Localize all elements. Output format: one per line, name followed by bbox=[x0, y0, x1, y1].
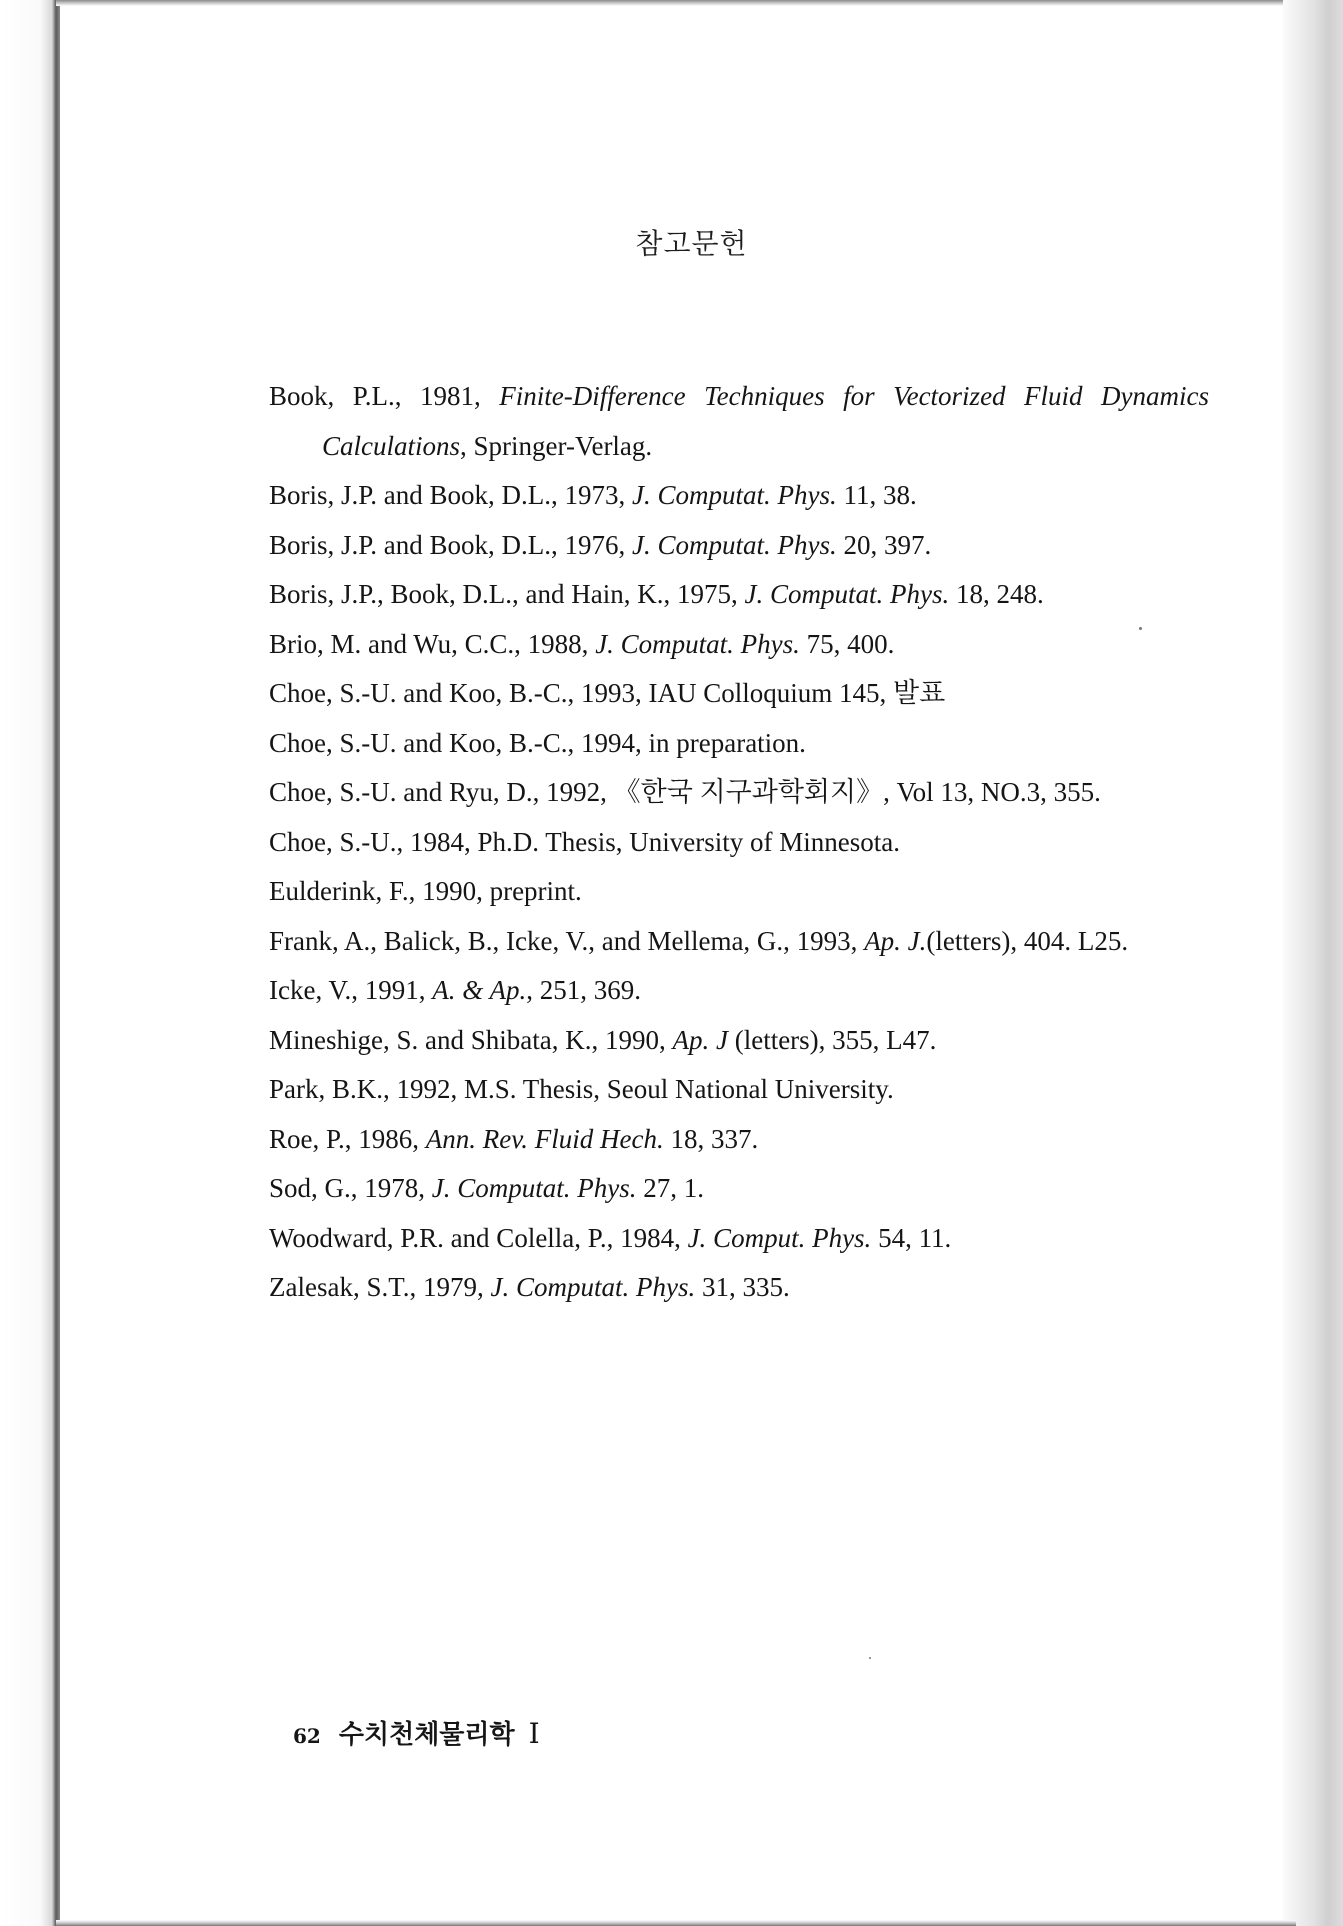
reference-item: Choe, S.-U., 1984, Ph.D. Thesis, University of Minnesota. bbox=[269, 826, 900, 857]
page-title: 참고문헌 bbox=[635, 227, 748, 260]
page-edge-bottom bbox=[56, 1920, 1296, 1926]
reference-item: Woodward, P.R. and Colella, P., 1984, J. Comput. Phys. 54, 11. bbox=[269, 1222, 952, 1253]
reference-item: Icke, V., 1991, A. & Ap., 251, 369. bbox=[269, 975, 641, 1005]
volume-number: I bbox=[528, 1717, 540, 1750]
reference-item: Boris, J.P. and Book, D.L., 1973, J. Computat. Phys. 11, 38. bbox=[269, 480, 917, 510]
reference-item: Eulderink, F., 1990, preprint. bbox=[269, 876, 582, 906]
reference-item: Choe, S.-U. and Koo, B.-C., 1993, IAU Colloquium 145, 발표 bbox=[269, 678, 946, 708]
reference-item: Boris, J.P., Book, D.L., and Hain, K., 1975, J. Computat. Phys. 18, 248. bbox=[269, 579, 1044, 609]
reference-item: Boris, J.P. and Book, D.L., 1976, J. Computat. Phys. 20, 397. bbox=[269, 529, 932, 560]
reference-item: Zalesak, S.T., 1979, J. Computat. Phys. 31, 335. bbox=[269, 1272, 790, 1302]
reference-list bbox=[269, 372, 1209, 1313]
reference-item: Choe, S.-U. and Ryu, D., 1992, 《한국 지구과학회지》, Vol 13, NO.3, 355. bbox=[269, 777, 1101, 807]
reference-item: Mineshige, S. and Shibata, K., 1990, Ap. J (letters), 355, L47. bbox=[269, 1024, 937, 1055]
scan-speck bbox=[869, 1657, 871, 1659]
reference-item: Sod, G., 1978, J. Computat. Phys. 27, 1. bbox=[269, 1173, 704, 1203]
page-number: 62 bbox=[293, 1724, 321, 1748]
reference-item: Choe, S.-U. and Koo, B.-C., 1994, in preparation. bbox=[269, 727, 806, 758]
page-edge-right bbox=[1283, 0, 1343, 1926]
reference-item: Book, P.L., 1981, Finite-Difference Techniques for Vectorized Fluid Dynamics Calculations, Springer-Verlag. bbox=[269, 381, 1209, 461]
reference-item: Park, B.K., 1992, M.S. Thesis, Seoul National University. bbox=[269, 1074, 894, 1104]
book-title: 수치천체물리학 bbox=[338, 1720, 515, 1750]
reference-item: Frank, A., Balick, B., Icke, V., and Mellema, G., 1993, Ap. J.(letters), 404. L25. bbox=[269, 925, 1129, 956]
page-footer bbox=[293, 1714, 540, 1751]
reference-item: Brio, M. and Wu, C.C., 1988, J. Computat. Phys. 75, 400. bbox=[269, 628, 895, 659]
scan-speck bbox=[1139, 627, 1142, 630]
reference-item: Roe, P., 1986, Ann. Rev. Fluid Hech. 18, 337. bbox=[269, 1123, 759, 1154]
page-edge-left bbox=[0, 0, 60, 1926]
